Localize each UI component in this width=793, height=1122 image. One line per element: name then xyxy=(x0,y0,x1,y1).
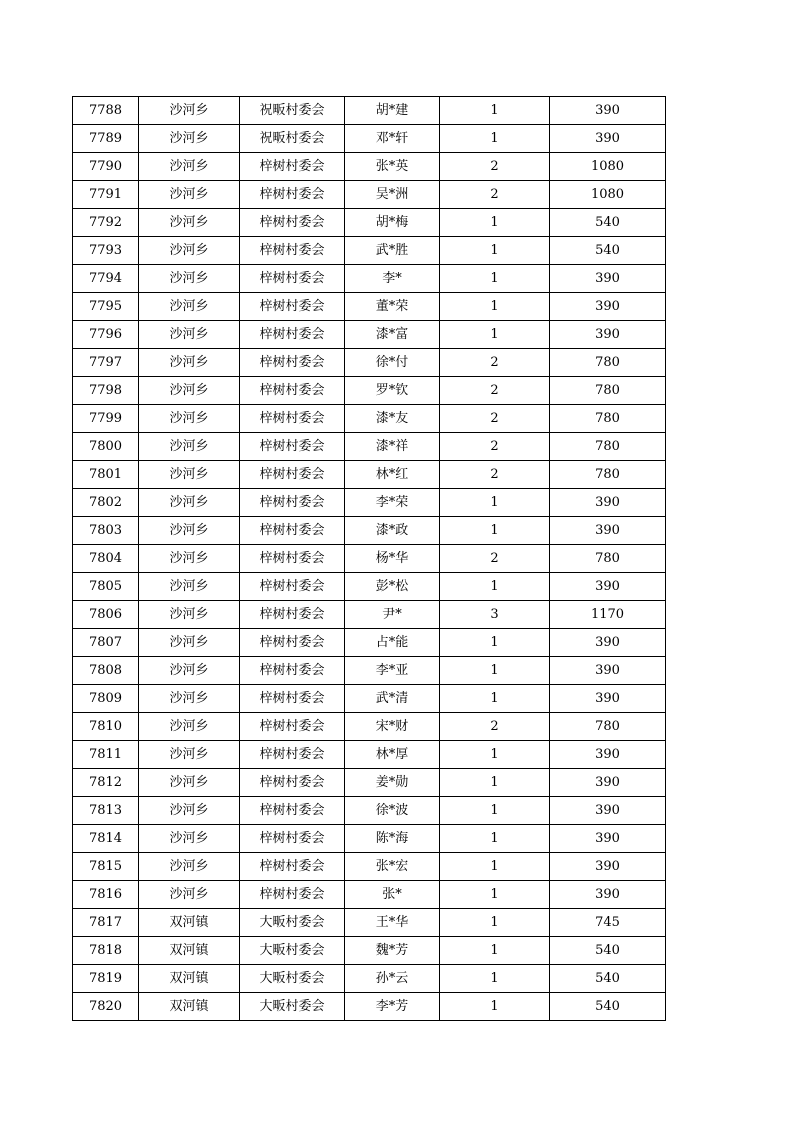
cell-amount: 390 xyxy=(550,629,666,657)
table-row xyxy=(73,937,666,965)
cell-person-name: 漆*富 xyxy=(345,321,440,349)
cell-serial-number: 7806 xyxy=(73,601,139,629)
cell-serial-number: 7813 xyxy=(73,797,139,825)
cell-serial-number: 7803 xyxy=(73,517,139,545)
cell-person-count: 1 xyxy=(440,125,550,153)
table-row xyxy=(73,209,666,237)
cell-township: 沙河乡 xyxy=(139,713,240,741)
cell-serial-number: 7810 xyxy=(73,713,139,741)
cell-village-committee: 梓树村委会 xyxy=(240,545,345,573)
table-row xyxy=(73,909,666,937)
table-row xyxy=(73,797,666,825)
cell-person-name: 孙*云 xyxy=(345,965,440,993)
cell-township: 沙河乡 xyxy=(139,209,240,237)
cell-person-name: 武*胜 xyxy=(345,237,440,265)
cell-amount: 390 xyxy=(550,797,666,825)
cell-person-count: 1 xyxy=(440,517,550,545)
cell-township: 沙河乡 xyxy=(139,881,240,909)
cell-amount: 1080 xyxy=(550,153,666,181)
table-row xyxy=(73,713,666,741)
cell-serial-number: 7790 xyxy=(73,153,139,181)
cell-person-name: 胡*建 xyxy=(345,97,440,125)
cell-serial-number: 7818 xyxy=(73,937,139,965)
cell-person-name: 罗*钦 xyxy=(345,377,440,405)
cell-serial-number: 7804 xyxy=(73,545,139,573)
cell-amount: 540 xyxy=(550,993,666,1021)
cell-person-count: 2 xyxy=(440,461,550,489)
cell-amount: 390 xyxy=(550,853,666,881)
cell-amount: 390 xyxy=(550,741,666,769)
cell-person-name: 林*厚 xyxy=(345,741,440,769)
cell-person-name: 王*华 xyxy=(345,909,440,937)
cell-amount: 745 xyxy=(550,909,666,937)
cell-village-committee: 梓树村委会 xyxy=(240,517,345,545)
cell-township: 双河镇 xyxy=(139,937,240,965)
cell-person-count: 1 xyxy=(440,769,550,797)
cell-township: 沙河乡 xyxy=(139,741,240,769)
cell-township: 沙河乡 xyxy=(139,657,240,685)
cell-amount: 780 xyxy=(550,461,666,489)
table-row xyxy=(73,965,666,993)
cell-person-name: 邓*轩 xyxy=(345,125,440,153)
cell-village-committee: 梓树村委会 xyxy=(240,797,345,825)
cell-serial-number: 7794 xyxy=(73,265,139,293)
cell-person-name: 李*芳 xyxy=(345,993,440,1021)
cell-village-committee: 梓树村委会 xyxy=(240,377,345,405)
cell-person-count: 1 xyxy=(440,573,550,601)
cell-amount: 540 xyxy=(550,209,666,237)
cell-township: 沙河乡 xyxy=(139,237,240,265)
cell-person-name: 占*能 xyxy=(345,629,440,657)
table-row xyxy=(73,657,666,685)
cell-person-name: 李*荣 xyxy=(345,489,440,517)
cell-serial-number: 7809 xyxy=(73,685,139,713)
cell-amount: 390 xyxy=(550,489,666,517)
cell-amount: 780 xyxy=(550,377,666,405)
table-row xyxy=(73,321,666,349)
cell-serial-number: 7805 xyxy=(73,573,139,601)
cell-person-count: 1 xyxy=(440,685,550,713)
table-row xyxy=(73,993,666,1021)
cell-amount: 780 xyxy=(550,349,666,377)
cell-person-count: 1 xyxy=(440,489,550,517)
table-row xyxy=(73,825,666,853)
cell-person-count: 2 xyxy=(440,545,550,573)
cell-village-committee: 梓树村委会 xyxy=(240,713,345,741)
cell-person-count: 1 xyxy=(440,881,550,909)
cell-person-count: 2 xyxy=(440,181,550,209)
table-row xyxy=(73,153,666,181)
cell-township: 沙河乡 xyxy=(139,853,240,881)
cell-village-committee: 大畈村委会 xyxy=(240,993,345,1021)
table-row xyxy=(73,349,666,377)
cell-village-committee: 梓树村委会 xyxy=(240,153,345,181)
cell-person-name: 张* xyxy=(345,881,440,909)
cell-serial-number: 7815 xyxy=(73,853,139,881)
cell-serial-number: 7801 xyxy=(73,461,139,489)
table-row xyxy=(73,881,666,909)
cell-serial-number: 7814 xyxy=(73,825,139,853)
cell-serial-number: 7820 xyxy=(73,993,139,1021)
cell-township: 沙河乡 xyxy=(139,545,240,573)
table-row xyxy=(73,769,666,797)
cell-township: 沙河乡 xyxy=(139,489,240,517)
cell-village-committee: 梓树村委会 xyxy=(240,825,345,853)
cell-person-name: 魏*芳 xyxy=(345,937,440,965)
cell-serial-number: 7796 xyxy=(73,321,139,349)
cell-township: 双河镇 xyxy=(139,965,240,993)
cell-serial-number: 7811 xyxy=(73,741,139,769)
cell-township: 沙河乡 xyxy=(139,265,240,293)
cell-serial-number: 7798 xyxy=(73,377,139,405)
cell-person-name: 徐*波 xyxy=(345,797,440,825)
cell-person-name: 姜*勋 xyxy=(345,769,440,797)
cell-village-committee: 祝畈村委会 xyxy=(240,125,345,153)
roster-table xyxy=(72,96,666,1021)
cell-person-name: 李* xyxy=(345,265,440,293)
cell-person-count: 1 xyxy=(440,629,550,657)
cell-serial-number: 7800 xyxy=(73,433,139,461)
cell-township: 沙河乡 xyxy=(139,601,240,629)
cell-village-committee: 梓树村委会 xyxy=(240,209,345,237)
cell-township: 沙河乡 xyxy=(139,97,240,125)
table-row xyxy=(73,237,666,265)
cell-township: 双河镇 xyxy=(139,993,240,1021)
cell-person-count: 1 xyxy=(440,965,550,993)
cell-serial-number: 7819 xyxy=(73,965,139,993)
cell-amount: 1080 xyxy=(550,181,666,209)
cell-village-committee: 梓树村委会 xyxy=(240,321,345,349)
cell-serial-number: 7802 xyxy=(73,489,139,517)
cell-person-count: 1 xyxy=(440,265,550,293)
cell-serial-number: 7799 xyxy=(73,405,139,433)
cell-serial-number: 7797 xyxy=(73,349,139,377)
cell-amount: 780 xyxy=(550,433,666,461)
cell-person-count: 2 xyxy=(440,349,550,377)
cell-person-count: 1 xyxy=(440,741,550,769)
cell-village-committee: 梓树村委会 xyxy=(240,265,345,293)
cell-person-name: 李*亚 xyxy=(345,657,440,685)
cell-person-count: 1 xyxy=(440,853,550,881)
table-row xyxy=(73,377,666,405)
table-row xyxy=(73,685,666,713)
cell-amount: 390 xyxy=(550,265,666,293)
cell-village-committee: 梓树村委会 xyxy=(240,601,345,629)
cell-township: 沙河乡 xyxy=(139,825,240,853)
cell-amount: 390 xyxy=(550,125,666,153)
cell-person-count: 2 xyxy=(440,713,550,741)
cell-person-count: 1 xyxy=(440,937,550,965)
cell-township: 沙河乡 xyxy=(139,685,240,713)
cell-township: 沙河乡 xyxy=(139,181,240,209)
cell-village-committee: 梓树村委会 xyxy=(240,769,345,797)
table-row xyxy=(73,97,666,125)
cell-person-count: 2 xyxy=(440,405,550,433)
cell-township: 沙河乡 xyxy=(139,517,240,545)
cell-person-name: 张*宏 xyxy=(345,853,440,881)
cell-village-committee: 梓树村委会 xyxy=(240,433,345,461)
cell-amount: 390 xyxy=(550,517,666,545)
cell-township: 沙河乡 xyxy=(139,293,240,321)
cell-serial-number: 7793 xyxy=(73,237,139,265)
table-row xyxy=(73,629,666,657)
table-row xyxy=(73,601,666,629)
cell-serial-number: 7816 xyxy=(73,881,139,909)
cell-township: 双河镇 xyxy=(139,909,240,937)
cell-person-name: 张*英 xyxy=(345,153,440,181)
table-row xyxy=(73,293,666,321)
cell-person-name: 吴*洲 xyxy=(345,181,440,209)
table-row xyxy=(73,517,666,545)
cell-person-count: 1 xyxy=(440,909,550,937)
cell-person-count: 2 xyxy=(440,153,550,181)
cell-township: 沙河乡 xyxy=(139,629,240,657)
cell-person-name: 武*清 xyxy=(345,685,440,713)
roster-table-body xyxy=(73,97,666,1021)
cell-person-count: 1 xyxy=(440,293,550,321)
cell-amount: 390 xyxy=(550,657,666,685)
cell-person-count: 2 xyxy=(440,433,550,461)
cell-person-name: 杨*华 xyxy=(345,545,440,573)
cell-person-name: 彭*松 xyxy=(345,573,440,601)
cell-village-committee: 大畈村委会 xyxy=(240,909,345,937)
cell-person-count: 1 xyxy=(440,209,550,237)
table-row xyxy=(73,265,666,293)
cell-amount: 780 xyxy=(550,713,666,741)
cell-township: 沙河乡 xyxy=(139,125,240,153)
cell-amount: 780 xyxy=(550,405,666,433)
cell-person-count: 1 xyxy=(440,825,550,853)
cell-township: 沙河乡 xyxy=(139,405,240,433)
cell-village-committee: 梓树村委会 xyxy=(240,293,345,321)
cell-amount: 390 xyxy=(550,825,666,853)
cell-village-committee: 梓树村委会 xyxy=(240,237,345,265)
cell-person-count: 1 xyxy=(440,237,550,265)
cell-village-committee: 梓树村委会 xyxy=(240,629,345,657)
table-row xyxy=(73,125,666,153)
cell-person-name: 徐*付 xyxy=(345,349,440,377)
cell-amount: 390 xyxy=(550,685,666,713)
cell-amount: 780 xyxy=(550,545,666,573)
cell-village-committee: 梓树村委会 xyxy=(240,685,345,713)
cell-serial-number: 7791 xyxy=(73,181,139,209)
cell-person-name: 漆*政 xyxy=(345,517,440,545)
cell-person-name: 董*荣 xyxy=(345,293,440,321)
table-row xyxy=(73,545,666,573)
cell-township: 沙河乡 xyxy=(139,433,240,461)
cell-amount: 1170 xyxy=(550,601,666,629)
cell-amount: 390 xyxy=(550,321,666,349)
cell-village-committee: 大畈村委会 xyxy=(240,937,345,965)
cell-person-count: 2 xyxy=(440,377,550,405)
cell-village-committee: 梓树村委会 xyxy=(240,657,345,685)
cell-serial-number: 7795 xyxy=(73,293,139,321)
cell-township: 沙河乡 xyxy=(139,573,240,601)
cell-village-committee: 梓树村委会 xyxy=(240,349,345,377)
cell-township: 沙河乡 xyxy=(139,461,240,489)
cell-amount: 390 xyxy=(550,769,666,797)
cell-amount: 540 xyxy=(550,965,666,993)
cell-village-committee: 梓树村委会 xyxy=(240,853,345,881)
cell-village-committee: 大畈村委会 xyxy=(240,965,345,993)
cell-person-name: 陈*海 xyxy=(345,825,440,853)
cell-township: 沙河乡 xyxy=(139,321,240,349)
cell-person-name: 林*红 xyxy=(345,461,440,489)
cell-village-committee: 梓树村委会 xyxy=(240,489,345,517)
cell-serial-number: 7789 xyxy=(73,125,139,153)
cell-township: 沙河乡 xyxy=(139,769,240,797)
cell-serial-number: 7817 xyxy=(73,909,139,937)
cell-person-name: 胡*梅 xyxy=(345,209,440,237)
cell-village-committee: 祝畈村委会 xyxy=(240,97,345,125)
cell-village-committee: 梓树村委会 xyxy=(240,181,345,209)
table-row xyxy=(73,573,666,601)
cell-amount: 390 xyxy=(550,881,666,909)
cell-person-count: 1 xyxy=(440,797,550,825)
cell-township: 沙河乡 xyxy=(139,797,240,825)
table-row xyxy=(73,405,666,433)
cell-village-committee: 梓树村委会 xyxy=(240,881,345,909)
table-row xyxy=(73,853,666,881)
cell-serial-number: 7792 xyxy=(73,209,139,237)
cell-person-count: 1 xyxy=(440,97,550,125)
cell-amount: 390 xyxy=(550,573,666,601)
cell-township: 沙河乡 xyxy=(139,377,240,405)
cell-serial-number: 7788 xyxy=(73,97,139,125)
table-row xyxy=(73,461,666,489)
table-row xyxy=(73,741,666,769)
cell-amount: 390 xyxy=(550,293,666,321)
cell-person-name: 宋*财 xyxy=(345,713,440,741)
cell-serial-number: 7808 xyxy=(73,657,139,685)
cell-township: 沙河乡 xyxy=(139,349,240,377)
cell-person-name: 漆*祥 xyxy=(345,433,440,461)
cell-person-name: 漆*友 xyxy=(345,405,440,433)
cell-serial-number: 7807 xyxy=(73,629,139,657)
cell-person-name: 尹* xyxy=(345,601,440,629)
cell-amount: 540 xyxy=(550,237,666,265)
cell-serial-number: 7812 xyxy=(73,769,139,797)
cell-village-committee: 梓树村委会 xyxy=(240,741,345,769)
table-row xyxy=(73,489,666,517)
cell-amount: 390 xyxy=(550,97,666,125)
cell-township: 沙河乡 xyxy=(139,153,240,181)
table-row xyxy=(73,433,666,461)
cell-person-count: 1 xyxy=(440,993,550,1021)
cell-amount: 540 xyxy=(550,937,666,965)
table-row xyxy=(73,181,666,209)
cell-person-count: 1 xyxy=(440,321,550,349)
cell-village-committee: 梓树村委会 xyxy=(240,573,345,601)
cell-village-committee: 梓树村委会 xyxy=(240,461,345,489)
cell-person-count: 1 xyxy=(440,657,550,685)
cell-person-count: 3 xyxy=(440,601,550,629)
cell-village-committee: 梓树村委会 xyxy=(240,405,345,433)
